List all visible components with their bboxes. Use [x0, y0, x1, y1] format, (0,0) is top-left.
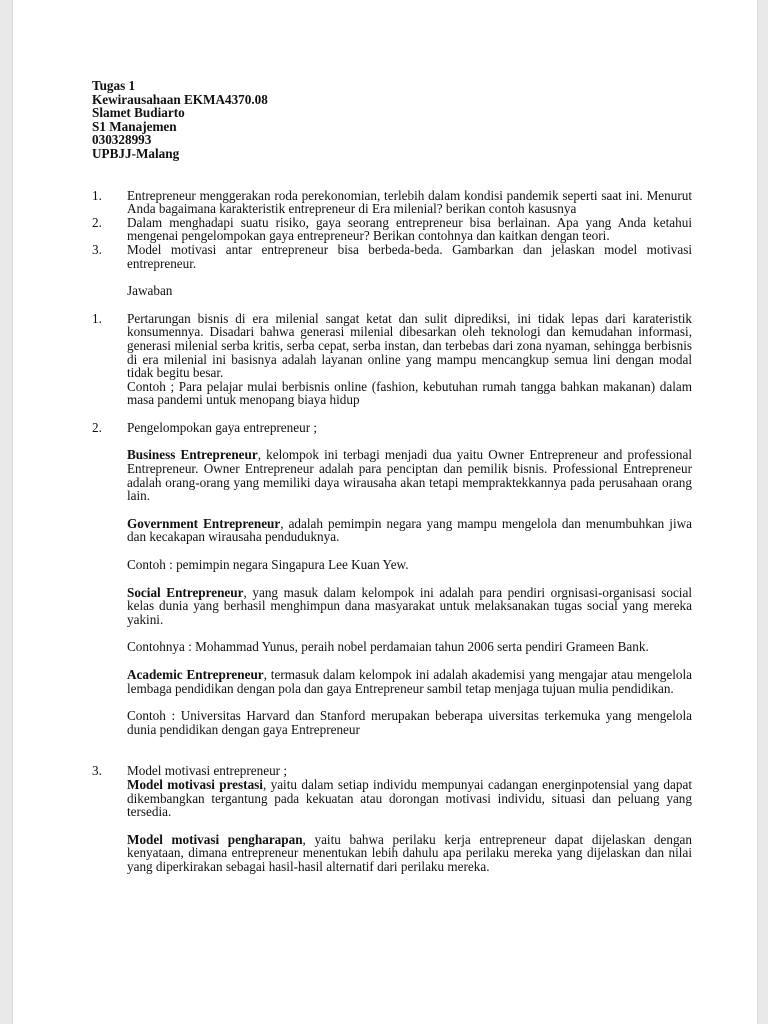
question-item — [92, 189, 692, 216]
document-body — [92, 79, 692, 874]
answer-item-3 — [92, 764, 692, 778]
answer-number: 1. — [92, 310, 102, 326]
business-entrepreneur-term: Business Entrepreneur — [127, 447, 258, 463]
business-entrepreneur-text: , kelompok ini terbagi menjadi dua yaitu Owner Entrepreneur and professional Entrepreneur. Owner Entrepreneur adalah para penciptan dan pemilik bisnis. Professional Entrepreneur adalah orang-orang yang memiliki daya wirausaha akan tetapi mempraktekkannya pada perusahaan orang lain. — [127, 447, 692, 504]
question-text: Model motivasi antar entrepreneur bisa berbeda-beda. Gambarkan dan jelaskan model motivasi entrepreneur. — [127, 241, 692, 271]
social-entrepreneur-paragraph — [127, 586, 692, 627]
header-upbjj: UPBJJ-Malang — [92, 145, 180, 161]
academic-entrepreneur-paragraph — [127, 668, 692, 695]
question-number: 3. — [92, 241, 102, 257]
social-entrepreneur-text: , yang masuk dalam kelompok ini adalah para pendiri orgnisasi-organisasi social kelas dunia yang berhasil menghimpun dana masyarakat untuk melaksanakan tugas social yang mereka yakini. — [127, 584, 692, 627]
answer-intro: Model motivasi entrepreneur ; — [127, 763, 288, 779]
government-entrepreneur-example: Contoh : pemimpin negara Singapura Lee Kuan Yew. — [127, 557, 409, 573]
question-list — [92, 189, 692, 271]
header-assignment: Tugas 1 — [92, 78, 136, 93]
academic-entrepreneur-term: Academic Entrepreneur — [127, 667, 264, 682]
question-item — [92, 243, 692, 270]
question-number: 2. — [92, 214, 102, 230]
motivation-expectancy-text: , yaitu bahwa perilaku kerja entrepreneur dapat dijelaskan dengan kenyataan, dimana entrepreneur menentukan lebih dahulu apa perilaku mereka yang dijelaskan dan nilai yang diperkirakan sebagai hasil-hasil alternatif dari perilaku mereka. — [127, 831, 692, 874]
question-number: 1. — [92, 187, 102, 203]
government-entrepreneur-text: , adalah pemimpin negara yang mampu mengelola dan menumbuhkan jiwa dan kecakapan wirausaha penduduknya. — [127, 515, 692, 545]
question-text: Entrepreneur menggerakan roda perekonomian, terlebih dalam kondisi pandemik seperti saat ini. Menurut Anda bagaimana karakteristik entrepreneur di Era milenial? berikan contoh kasusnya — [127, 187, 692, 217]
answer-number: 2. — [92, 419, 102, 435]
government-entrepreneur-paragraph — [127, 517, 692, 544]
motivation-achievement-term: Model motivasi prestasi — [127, 776, 263, 792]
motivation-achievement-text: , yaitu dalam setiap individu mempunyai cadangan energinpotensial yang dapat dikembangkan tergantung pada kekuatan atau dorongan motivasi individu, situasi dan peluang yang tersedia. — [127, 776, 692, 820]
answer-text: Pertarungan bisnis di era milenial sangat ketat dan sulit diprediksi, ini tidak lepas dari karateristik konsumennya. Disadari bahwa generasi milenial dibesarkan oleh teknologi dan kemudahan informasi, generasi milenial serba kritis, serba cepat, serba instan, dan terbebas dari zona nyaman, sehingga berbisnis di era milenial ini basisnya adalah layanan online yang mampu mencangkup semua lini dengan modal tidak begitu besar. — [127, 310, 692, 381]
answer-example: Contoh ; Para pelajar mulai berbisnis online (fashion, kebutuhan rumah tangga bahkan makanan) dalam masa pandemi untuk menopang biaya hidup — [127, 378, 692, 408]
answer-heading: Jawaban — [127, 283, 173, 299]
motivation-expectancy-paragraph — [127, 833, 692, 874]
social-entrepreneur-example: Contohnya : Mohammad Yunus, peraih nobel perdamaian tahun 2006 serta pendiri Grameen Bank. — [127, 639, 649, 655]
academic-entrepreneur-example: Contoh : Universitas Harvard dan Stanford merupakan beberapa uiversitas terkemuka yang mengelola dunia pendidikan dengan gaya Entrepreneur — [127, 708, 692, 737]
academic-entrepreneur-text: , termasuk dalam kelompok ini adalah akademisi yang mengajar atau mengelola lembaga pendidikan dengan pola dan gaya Entrepreneur sambil tetap menjaga tujuan mulia pendidikan. — [127, 667, 693, 696]
question-text: Dalam menghadapi suatu risiko, gaya seorang entrepreneur bisa berlainan. Apa yang Anda ketahui mengenai pengelompokan gaya entrepreneur? Berikan contohnya dan kaitkan dengan teori. — [127, 214, 692, 244]
motivation-achievement-paragraph — [127, 778, 692, 819]
motivation-expectancy-term: Model motivasi pengharapan — [127, 831, 303, 847]
header-student-name: Slamet Budiarto — [92, 105, 185, 121]
answer-item-2 — [92, 421, 692, 435]
document-header — [92, 79, 692, 161]
answer-item-1 — [92, 312, 692, 407]
document-page — [13, 0, 757, 1024]
business-entrepreneur-paragraph — [127, 448, 692, 502]
government-entrepreneur-term: Government Entrepreneur — [127, 515, 281, 531]
social-entrepreneur-term: Social Entrepreneur — [127, 584, 244, 600]
header-student-id: 030328993 — [92, 132, 152, 148]
answer-intro: Pengelompokan gaya entrepreneur ; — [127, 419, 318, 435]
header-program: S1 Manajemen — [92, 118, 177, 134]
header-course: Kewirausahaan EKMA4370.08 — [92, 91, 268, 107]
answer-number: 3. — [92, 763, 102, 779]
question-item — [92, 216, 692, 243]
